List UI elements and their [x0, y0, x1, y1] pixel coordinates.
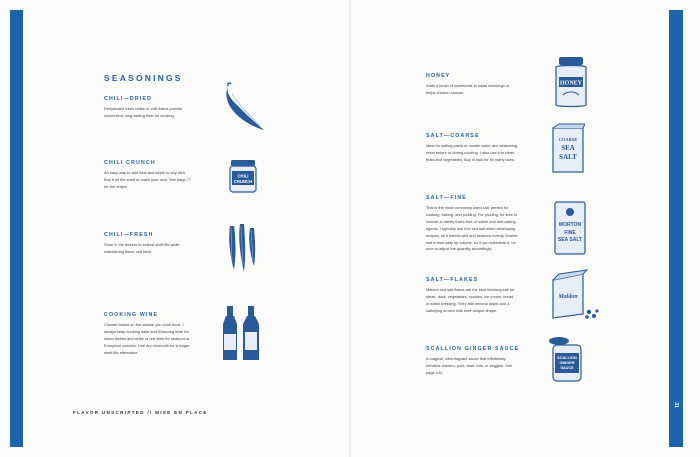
- morton-salt-illustration: [553, 200, 587, 256]
- entry-salt-coarse: [426, 133, 518, 164]
- running-footer: FLAVOR UNSCRIPTED // MISE EN PLACE: [73, 410, 208, 415]
- maldon-salt-illustration: [547, 266, 603, 322]
- maldon-label: Maldon: [558, 294, 578, 300]
- entry-title: HONEY: [426, 73, 451, 79]
- cooking-wine-bottles-illustration: [220, 304, 264, 362]
- entry-title: SALT—FINE: [426, 195, 467, 201]
- honey-jar-illustration: [553, 55, 589, 109]
- left-edge-bar: [10, 10, 23, 447]
- entry-title: COOKING WINE: [104, 312, 159, 318]
- entry-cooking-wine: [104, 312, 192, 357]
- entry-body: Ideal for salting pasta or noodle water and seasoning meat before or during cooking. I also use it to clean fruits and vegetables. Buy in bulk for its many uses.: [426, 143, 518, 162]
- box-label: SALT: [559, 153, 577, 161]
- chili-crunch-jar-illustration: [228, 158, 258, 194]
- morton-fine-label: FINE: [564, 230, 576, 236]
- honey-label: HONEY: [559, 80, 583, 87]
- entry-body: An easy way to add heat and depth to any dish. Buy it off the shelf or make your own. See page 77 for the recipe.: [104, 170, 192, 189]
- entry-body: Adds a touch of sweetness to salad dressings or helps chicken sauces.: [426, 83, 510, 95]
- jar-label: CRUNCH: [233, 179, 253, 184]
- box-label: SEA: [561, 144, 575, 152]
- entry-body: Choose based on the cuisine you cook most. I always keep cooking sake and Shaoxing wine for Asian dishes and white or red wine for seafood or European cuisines. Use dry vermouth for a longer shelf-life alternative.: [104, 322, 190, 355]
- entry-body: Maldon sea salt flakes are the best finishing salt for steak, duck, vegetables, cookies, ice cream, bread, or salad dressing. They add mineral depth and a satisfying crunch with their unique shape.: [426, 287, 515, 313]
- jar-label: SAUCE: [560, 366, 574, 370]
- scallion-ginger-jar-illustration: [545, 333, 585, 383]
- jar-label: CHILI: [237, 173, 249, 179]
- entry-title: SALT—COARSE: [426, 133, 480, 139]
- entry-body: Dehydrated fresh chiles or chili flakes provide convenient, long-lasting heat for cooking.: [104, 106, 183, 118]
- entry-honey: [426, 73, 514, 97]
- morton-fine-label: SEA SALT: [557, 237, 583, 243]
- entry-body: A magical, ultra-fragrant sauce that effortlessly elevates chicken, pork, beef, tofu, or veggies. See page 142.: [426, 356, 513, 375]
- page-title: SEASONINGS: [104, 73, 183, 83]
- box-label: COARSE: [558, 137, 578, 142]
- entry-title: SCALLION GINGER SAUCE: [426, 346, 520, 352]
- entry-title: CHILI—FRESH: [104, 232, 154, 238]
- entry-title: CHILI CRUNCH: [104, 160, 156, 166]
- entry-body: Store in the freezer to extend shelf life while maintaining flavor and heat.: [104, 242, 180, 254]
- entry-scallion-ginger-sauce: [426, 346, 520, 377]
- entry-chili-dried: [104, 96, 192, 120]
- book-gutter: [348, 0, 352, 457]
- entry-body: This is the most commonly used salt, perfect for cooking, baking, and pickling. For pickling, be sure to choose a variety that’s free of iodine and anti-caking agents. I typically use fine sea salt when developing recipes, as it blends well and seasons evenly. Kosher salt is less salty by volume, so if you substitute it, be sure to adjust the quantity accordingly.: [426, 205, 518, 252]
- entry-title: SALT—FLAKES: [426, 277, 479, 283]
- entry-chili-fresh: [104, 232, 192, 256]
- entry-title: CHILI—DRIED: [104, 96, 153, 102]
- jar-label: SCALLION: [557, 356, 577, 360]
- dried-chili-illustration: [222, 82, 268, 134]
- fresh-chili-illustration: [222, 222, 262, 274]
- entry-salt-flakes: [426, 277, 518, 315]
- coarse-salt-box-illustration: [551, 122, 585, 174]
- entry-chili-crunch: [104, 160, 192, 191]
- page-number: 31: [673, 402, 679, 408]
- entry-salt-fine: [426, 195, 521, 253]
- right-edge-bar: [669, 10, 683, 447]
- morton-label: MORTON: [558, 222, 582, 228]
- jar-label: GINGER: [559, 361, 575, 365]
